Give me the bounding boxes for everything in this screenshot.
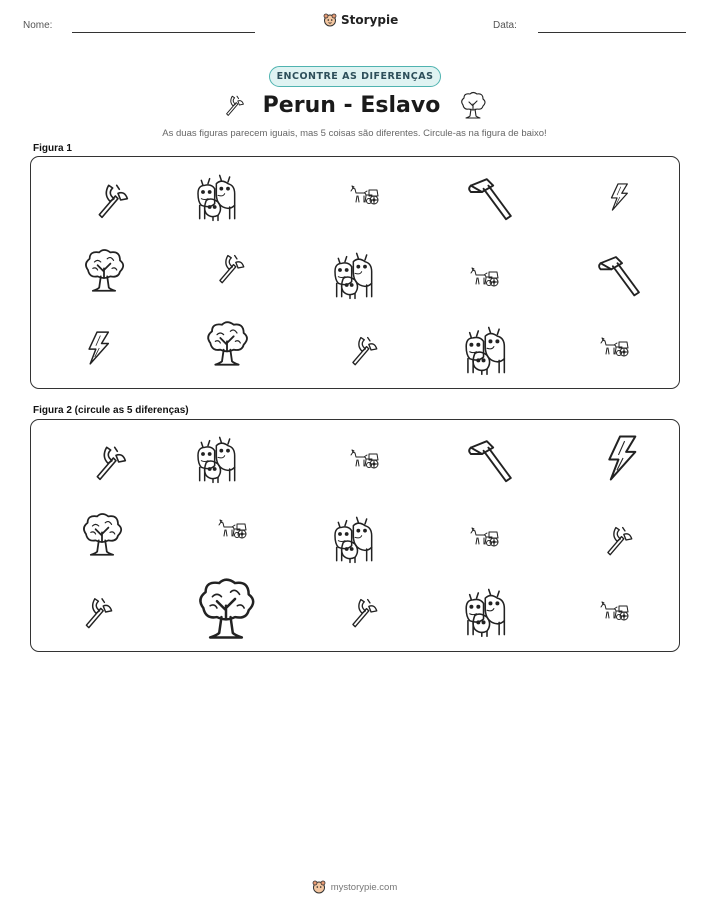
footer xyxy=(0,880,709,894)
axe-icon xyxy=(90,178,130,222)
tree-icon[interactable] xyxy=(78,510,126,558)
hammer-icon xyxy=(596,254,642,300)
name-label: Nome: xyxy=(23,20,53,31)
axe-icon xyxy=(212,246,246,290)
date-label: Data: xyxy=(493,20,517,31)
title-row xyxy=(0,90,709,120)
carriage-icon[interactable] xyxy=(340,444,388,474)
carriage-icon[interactable] xyxy=(590,596,638,626)
cows-icon[interactable] xyxy=(192,434,244,484)
axe-icon[interactable] xyxy=(600,518,634,562)
cows-icon[interactable] xyxy=(328,514,382,564)
lightning-icon xyxy=(604,174,632,220)
date-line[interactable] xyxy=(538,32,686,33)
carriage-icon xyxy=(460,262,508,292)
tree-icon xyxy=(80,246,128,294)
figure-2-label: Figura 2 (circule as 5 diferenças) xyxy=(33,405,189,416)
tree-icon[interactable] xyxy=(190,574,262,642)
storypie-mascot-icon xyxy=(323,13,337,27)
page-title: Perun - Eslavo xyxy=(262,92,441,118)
carriage-icon xyxy=(590,332,638,362)
name-line[interactable] xyxy=(72,32,255,33)
tree-icon xyxy=(458,90,488,120)
hammer-icon xyxy=(466,176,514,224)
hammer-icon[interactable] xyxy=(466,436,514,488)
lightning-icon xyxy=(80,324,114,372)
figure-1-label: Figura 1 xyxy=(33,143,72,154)
cows-icon[interactable] xyxy=(460,586,514,638)
cows-icon xyxy=(328,250,382,300)
instructions-text: As duas figuras parecem iguais, mas 5 coisas são diferentes. Circule-as na figura de baixo! xyxy=(162,128,547,139)
lightning-icon[interactable] xyxy=(597,424,643,492)
storypie-mascot-icon xyxy=(312,880,326,894)
cows-icon xyxy=(192,172,244,222)
carriage-icon[interactable] xyxy=(460,522,508,552)
cows-icon xyxy=(460,324,514,376)
axe-icon xyxy=(221,90,245,120)
brand-name: Storypie xyxy=(341,13,399,27)
carriage-icon[interactable] xyxy=(208,514,256,544)
tree-icon xyxy=(202,318,252,368)
brand-logo xyxy=(323,13,398,27)
axe-icon[interactable] xyxy=(88,440,128,484)
axe-icon[interactable] xyxy=(78,590,114,634)
carriage-icon xyxy=(340,180,388,210)
footer-url: mystorypie.com xyxy=(330,881,398,893)
axe-icon xyxy=(345,328,379,372)
activity-badge: ENCONTRE AS DIFERENÇAS xyxy=(269,66,441,87)
axe-icon[interactable] xyxy=(345,590,379,634)
